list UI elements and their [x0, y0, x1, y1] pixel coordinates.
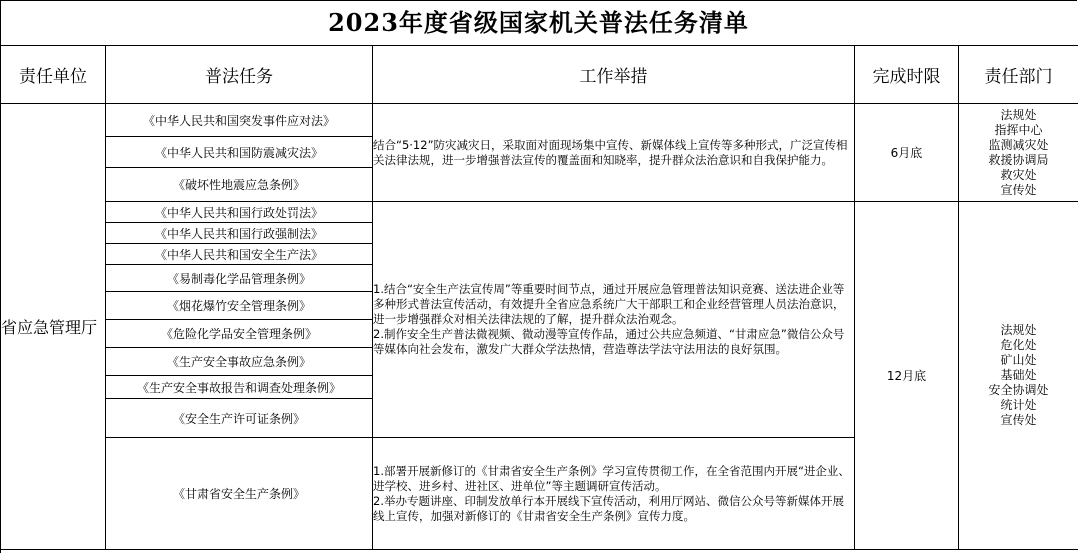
measure-text: 1.结合“安全生产法宣传周”等重要时间节点，通过开展应急管理普法知识竞赛、送法进企业等多种形式普法宣传活动，有效提升全省应急系统广大干部职工和企业经营管理人员法治意识，进一步增强群众对相关法律法规的了解，提升群众法治观念。 — [373, 282, 845, 326]
dept-item: 危化处 — [1000, 338, 1037, 352]
dept-item: 宣传处 — [1000, 413, 1037, 427]
dept-item: 法规处 — [1000, 107, 1037, 122]
dept-item: 救灾处 — [1000, 167, 1037, 182]
header-dept: 责任部门 — [959, 46, 1078, 104]
deadline-cell: 6月底 — [855, 104, 959, 202]
dept-item: 救援协调局 — [988, 152, 1049, 167]
dept-item: 统计处 — [1000, 398, 1037, 412]
header-measure: 工作举措 — [373, 46, 855, 104]
page-title: 2023年度省级国家机关普法任务清单 — [328, 8, 749, 37]
dept-item: 矿山处 — [1000, 353, 1037, 367]
header-unit: 责任单位 — [1, 46, 106, 104]
dept-item: 基础处 — [1000, 368, 1037, 382]
table-row — [1, 104, 1078, 137]
law-item: 《生产安全事故报告和调查处理条例》 — [106, 376, 373, 399]
law-item: 《中华人民共和国行政强制法》 — [106, 223, 373, 244]
measure-text: 2.举办专题讲座、印制发放单行本开展线下宣传活动，利用厅网站、微信公众号等新媒体开展线上宣传，加强对新修订的《甘肃省安全生产条例》宣传力度。 — [373, 493, 844, 523]
law-item: 《易制毒化学品管理条例》 — [106, 265, 373, 292]
law-item: 《破坏性地震应急条例》 — [106, 168, 373, 202]
measure-text: 结合“5·12”防灾减灾日，采取面对面现场集中宣传、新媒体线上宣传等多种形式，广泛宣传相关法律法规，进一步增强普法宣传的覆盖面和知晓率，提升群众法治意识和自我保护能力。 — [373, 137, 848, 167]
header-task: 普法任务 — [106, 46, 373, 104]
dept-cell — [959, 104, 1078, 202]
law-item: 《中华人民共和国突发事件应对法》 — [106, 104, 373, 137]
law-item: 《生产安全事故应急条例》 — [106, 348, 373, 376]
measure-text: 2.制作安全生产普法微视频、微动漫等宣传作品，通过公共应急频道、“甘肃应急”微信公众号等媒体向社会发布，激发广大群众学法热情，营造尊法学法守法用法的良好氛围。 — [373, 327, 845, 356]
law-item: 《危险化学品安全管理条例》 — [106, 320, 373, 348]
dept-item: 宣传处 — [1000, 182, 1037, 197]
law-item: 《中华人民共和国行政处罚法》 — [106, 202, 373, 223]
task-table — [0, 45, 1078, 550]
law-item: 《甘肃省安全生产条例》 — [106, 438, 373, 550]
law-item: 《中华人民共和国安全生产法》 — [106, 244, 373, 265]
law-item: 《烟花爆竹安全管理条例》 — [106, 292, 373, 320]
dept-cell — [959, 202, 1078, 550]
measure-text: 1.部署开展新修订的《甘肃省安全生产条例》学习宣传贯彻工作，在全省范围内开展“进企业、进学校、进乡村、进社区、进单位”等主题调研宣传活动。 — [373, 463, 850, 493]
law-item: 《中华人民共和国防震减灾法》 — [106, 137, 373, 168]
header-row — [1, 46, 1078, 104]
dept-item: 安全协调处 — [988, 383, 1049, 397]
law-item: 《安全生产许可证条例》 — [106, 399, 373, 438]
table-row — [1, 202, 1078, 223]
measure-cell — [373, 202, 855, 438]
header-deadline: 完成时限 — [855, 46, 959, 104]
measure-cell — [373, 104, 855, 202]
dept-item: 法规处 — [1000, 323, 1037, 337]
measure-cell — [373, 438, 855, 550]
dept-item: 监测减灾处 — [988, 137, 1049, 152]
responsible-unit: 省应急管理厅 — [1, 104, 106, 550]
dept-item: 指挥中心 — [994, 122, 1043, 137]
deadline-cell: 12月底 — [855, 202, 959, 550]
